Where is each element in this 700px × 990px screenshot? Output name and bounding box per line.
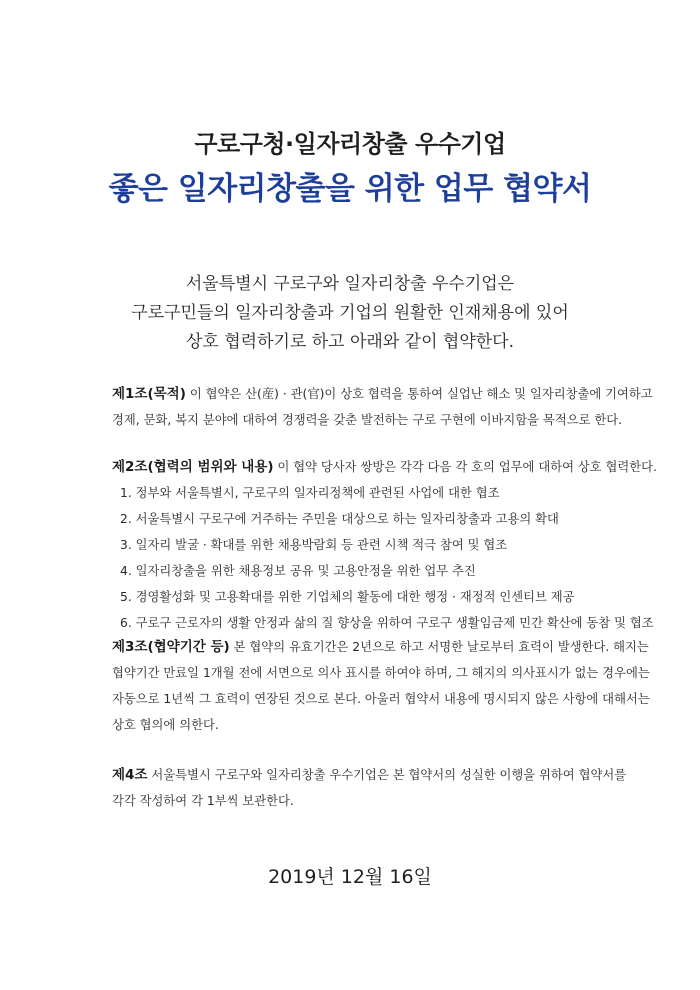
list-item: 1. 정부와 서울특별시, 구로구의 일자리정책에 관련된 사업에 대한 협조 [120, 486, 500, 500]
article-heading: 제2조(협력의 범위와 내용) [112, 459, 274, 475]
article-text: 자동으로 1년씩 그 효력이 연장된 것으로 본다. 아울러 협약서 내용에 명시되지 않은 사항에 대해서는 [112, 692, 650, 706]
intro-line: 구로구민들의 일자리창출과 기업의 원활한 인재채용에 있어 [131, 303, 569, 323]
document-subtitle: 좋은 일자리창출을 위한 업무 협약서 [108, 171, 592, 207]
article-heading: 제4조 [112, 767, 148, 783]
article-text: 이 협약은 산(産) · 관(官)이 상호 협력을 통하여 실업난 해소 및 일자리창출에 기여하고 [185, 387, 653, 401]
article-text: 서울특별시 구로구와 일자리창출 우수기업은 본 협약서의 성실한 이행을 위하여 협약서를 [147, 768, 627, 782]
article-text: 이 협약 당사자 쌍방은 각각 다음 각 호의 업무에 대하여 상호 협력한다. [273, 460, 657, 474]
article-text: 본 협약의 유효기간은 2년으로 하고 서명한 날로부터 효력이 발생한다. 해지는 [229, 640, 649, 654]
agreement-date: 2019년 12월 16일 [268, 866, 432, 888]
article-line [112, 381, 653, 407]
article-text: 경제, 문화, 복지 분야에 대하여 경쟁력을 갖춘 발전하는 구로 구현에 이바지함을 목적으로 한다. [112, 413, 623, 427]
list-item: 2. 서울특별시 구로구에 거주하는 주민을 대상으로 하는 일자리창출과 고용의 확대 [120, 512, 559, 526]
article-line [112, 634, 649, 660]
article-line [112, 454, 657, 480]
article-text: 각각 작성하여 각 1부씩 보관한다. [112, 794, 294, 808]
intro-line: 상호 협력하기로 하고 아래와 같이 협약한다. [185, 332, 515, 352]
article-item-list [112, 480, 654, 636]
article-3 [112, 634, 650, 738]
article-heading: 제1조(목적) [112, 386, 186, 402]
article-text: 상호 협의에 의한다. [112, 718, 219, 732]
list-item: 4. 일자리창출을 위한 채용정보 공유 및 고용안정을 위한 업무 추진 [120, 564, 476, 578]
list-item: 5. 경영활성화 및 고용확대를 위한 기업체의 활동에 대한 행정 · 재정적 인센티브 제공 [120, 590, 575, 604]
article-heading: 제3조(협약기간 등) [112, 639, 230, 655]
article-4 [112, 762, 627, 814]
document-title: 구로구청·일자리창출 우수기업 [194, 130, 506, 158]
list-item: 3. 일자리 발굴 · 확대를 위한 채용박람회 등 관련 시책 적극 참여 및 협조 [120, 538, 508, 552]
article-line [112, 762, 627, 788]
article-2 [112, 454, 657, 636]
intro-paragraph [0, 270, 700, 357]
list-item: 6. 구로구 근로자의 생활 안정과 삶의 질 향상을 위하여 구로구 생활임금제 민간 확산에 동참 및 협조 [120, 616, 654, 630]
article-text: 협약기간 만료일 1개월 전에 서면으로 의사 표시를 하여야 하며, 그 해지의 의사표시가 없는 경우에는 [112, 666, 650, 680]
article-1 [112, 381, 653, 433]
intro-line: 서울특별시 구로구와 일자리창출 우수기업은 [185, 274, 515, 294]
